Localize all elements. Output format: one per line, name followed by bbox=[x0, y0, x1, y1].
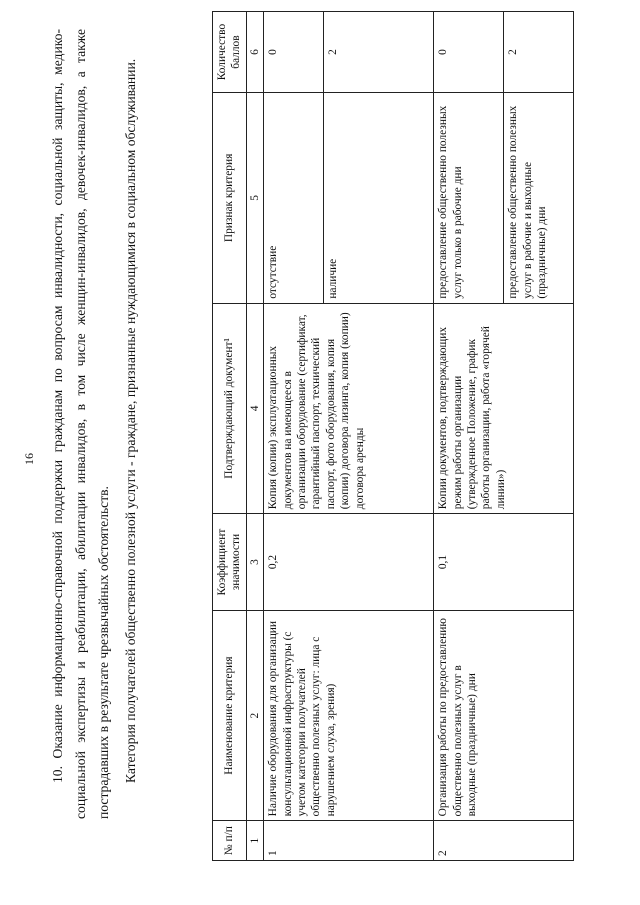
significance-coefficient: 0,1 bbox=[434, 514, 574, 611]
col-number: 5 bbox=[246, 93, 263, 304]
table-row bbox=[264, 12, 324, 861]
criterion-sign: наличие bbox=[324, 93, 434, 304]
col-number: 3 bbox=[246, 514, 263, 611]
significance-coefficient: 0,2 bbox=[264, 514, 434, 611]
col-number: 1 bbox=[246, 821, 263, 861]
col-number: 4 bbox=[246, 303, 263, 514]
score: 0 bbox=[264, 12, 324, 93]
intro-text bbox=[46, 29, 142, 819]
score: 2 bbox=[324, 12, 434, 93]
criterion-name: Наличие оборудования для организации консультационной инфраструктуры (с учетом категории получателей общественно полезных услуг: лица с нарушением слуха, зрения) bbox=[264, 610, 434, 821]
table-header-row bbox=[213, 12, 247, 861]
supporting-document: Копия (копии) эксплуатационных документов на имеющееся в организации оборудование (сертификат, гарантийный паспорт, технический паспорт, фото оборудования, копия (копии) договора лизинга, копия (копии) договора аренды bbox=[264, 303, 434, 514]
header-doc: Подтверждающий документ¹ bbox=[213, 303, 247, 514]
criterion-sign: отсутствие bbox=[264, 93, 324, 304]
score: 0 bbox=[434, 12, 504, 93]
header-num: № п/п bbox=[213, 821, 247, 861]
page-number: 16 bbox=[22, 453, 36, 465]
row-num: 1 bbox=[264, 821, 434, 861]
criteria-table bbox=[212, 11, 574, 861]
supporting-document: Копии документов, подтверждающих режим работы организации (утвержденное Положение, график работы организации, работа «горячей линии») bbox=[434, 303, 574, 514]
score: 2 bbox=[504, 12, 574, 93]
criterion-sign: предоставление общественно полезных услуг в рабочие и выходные (праздничные) дни bbox=[504, 93, 574, 304]
criterion-sign: предоставление общественно полезных услуг только в рабочие дни bbox=[434, 93, 504, 304]
header-sign: Признак критерия bbox=[213, 93, 247, 304]
header-score: Количество баллов bbox=[213, 12, 247, 93]
criterion-name: Организация работы по предоставлению общественно полезных услуг в выходные (праздничные) дни bbox=[434, 610, 574, 821]
header-coef: Коэффициент значимости bbox=[213, 514, 247, 611]
intro-paragraph-2: Категория получателей общественно полезной услуги - граждане, признанные нуждающимися в социальном обслуживании. bbox=[123, 58, 138, 783]
intro-paragraph-1: 10. Оказание информационно-справочной поддержки гражданам по вопросам инвалидности, социальной защиты, медико-социальной экспертизы и реабилитации, абилитации инвалидов, в том числе женщин-инвалидов, девочек-инвалидов, а также пострадавших в результате чрезвычайных обстоятельств. bbox=[50, 29, 111, 819]
col-number: 2 bbox=[246, 610, 263, 821]
column-number-row bbox=[246, 12, 263, 861]
table-row bbox=[434, 12, 504, 861]
header-name: Наименование критерия bbox=[213, 610, 247, 821]
col-number: 6 bbox=[246, 12, 263, 93]
row-num: 2 bbox=[434, 821, 574, 861]
